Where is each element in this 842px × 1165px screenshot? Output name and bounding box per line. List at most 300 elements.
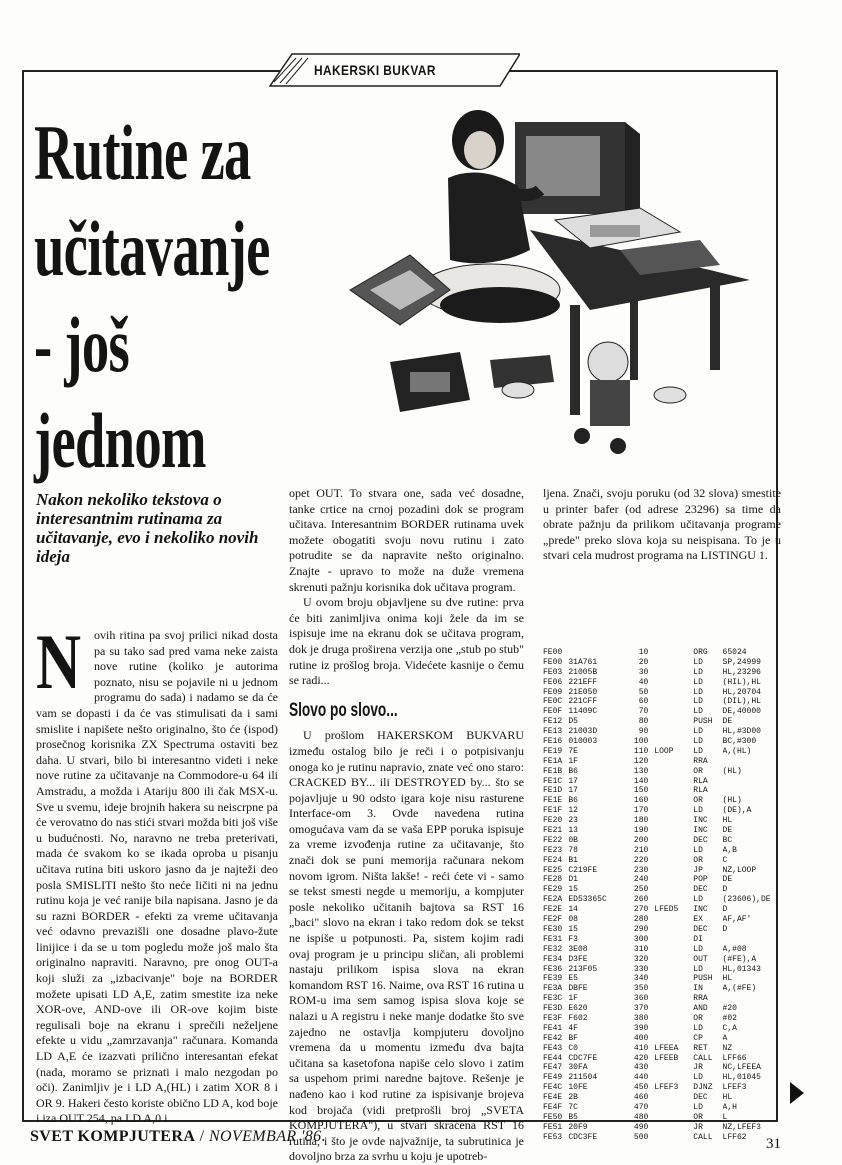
listing-row (543, 1063, 783, 1073)
listing-cell: 08 (568, 915, 578, 925)
listing-cell: OR (693, 855, 703, 865)
listing-cell: NZ,LFEF3 (722, 1122, 761, 1132)
listing-cell: 20 (638, 657, 649, 667)
listing-cell (654, 1133, 693, 1143)
listing-cell (654, 1024, 693, 1034)
listing-cell: 220 (633, 855, 649, 865)
listing-cell: FE21 (543, 826, 563, 836)
listing-cell: DJNZ (693, 1083, 713, 1093)
listing-row (543, 747, 783, 757)
listing-row (543, 846, 783, 856)
listing-cell: LD (693, 964, 703, 974)
listing-cell: HL,#3D00 (722, 727, 761, 737)
listing-cell: LD (693, 806, 703, 816)
listing-cell: HL (722, 816, 733, 826)
listing-cell: OR (693, 796, 703, 806)
listing-cell: C,A (722, 1023, 737, 1033)
listing-cell: D (722, 905, 728, 915)
listing-cell: 7E (568, 746, 578, 756)
listing-cell (654, 846, 693, 856)
listing-cell: C (722, 855, 728, 865)
listing-cell: 30 (638, 667, 649, 677)
listing-cell: FE1C (543, 776, 563, 786)
body-column-2 (289, 486, 524, 1165)
listing-cell: LFF62 (722, 1132, 747, 1142)
listing-cell: 210 (633, 845, 649, 855)
footer-magazine: SVET KOMPJUTERA (30, 1128, 196, 1145)
listing-cell: B6 (568, 766, 578, 776)
listing-cell: INC (693, 826, 708, 836)
listing-row (543, 935, 783, 945)
listing-cell: DE,40000 (722, 707, 761, 717)
listing-cell: A,(#FE) (722, 984, 757, 994)
listing-cell: E620 (568, 1004, 588, 1014)
listing-cell: D1 (568, 875, 578, 885)
listing-cell: 140 (633, 776, 649, 786)
listing-cell (654, 955, 693, 965)
listing-row (543, 965, 783, 975)
listing-cell (654, 836, 693, 846)
listing-cell: 260 (633, 895, 649, 905)
listing-cell: 230 (633, 865, 649, 875)
listing-cell: BF (568, 1033, 578, 1043)
continue-arrow-icon (790, 1082, 804, 1104)
listing-cell (723, 994, 783, 1004)
listing-cell: LOOP (654, 746, 674, 756)
listing-row (543, 925, 783, 935)
listing-cell (723, 777, 783, 787)
listing-cell: 20F9 (568, 1122, 588, 1132)
listing-cell: #02 (722, 1013, 737, 1023)
listing-cell: FE53 (543, 1132, 563, 1142)
listing-cell (654, 668, 693, 678)
listing-cell: FE32 (543, 944, 563, 954)
listing-cell (654, 658, 693, 668)
listing-cell: SP,24999 (722, 657, 761, 667)
listing-cell: (HL) (722, 796, 742, 806)
listing-cell: NC,LFEEA (722, 1063, 761, 1073)
listing-cell: 60 (638, 697, 649, 707)
listing-cell: (DIL),HL (722, 697, 761, 707)
listing-cell: FE34 (543, 954, 563, 964)
listing-cell: RLA (693, 776, 708, 786)
listing-cell: 380 (633, 1013, 649, 1023)
listing-cell: 130 (633, 766, 649, 776)
listing-cell: 500 (633, 1132, 649, 1142)
listing-cell: EX (693, 915, 703, 925)
listing-cell: LD (693, 697, 703, 707)
listing-cell: HL,23296 (722, 667, 761, 677)
listing-cell: OR (693, 1112, 703, 1122)
listing-row (543, 1093, 783, 1103)
listing-cell: LFEF3 (722, 1083, 747, 1093)
listing-cell: 420 (633, 1053, 649, 1063)
listing-cell: (DE),A (722, 806, 752, 816)
code-listing (543, 648, 783, 1143)
listing-cell: 30FA (568, 1063, 588, 1073)
article-lede: Nakon nekoliko tekstova o interesantnim rutinama za učitavanje, evo i nekoliko novih ideja (36, 490, 259, 566)
listing-cell: 15 (568, 885, 578, 895)
listing-cell: LD (693, 944, 703, 954)
listing-cell: 7C (568, 1102, 578, 1112)
listing-cell: 10 (638, 648, 649, 657)
listing-cell: 0B (568, 835, 578, 845)
listing-cell: LD (693, 687, 703, 697)
photo-child-at-computer (340, 100, 760, 470)
listing-cell: FE2E (543, 905, 563, 915)
listing-cell: FE47 (543, 1063, 563, 1073)
listing-cell: LD (693, 845, 703, 855)
listing-cell: FE4C (543, 1083, 563, 1093)
listing-cell: FE49 (543, 1073, 563, 1083)
listing-cell: LD (693, 737, 703, 747)
listing-cell: LD (693, 677, 703, 687)
listing-cell: FE19 (543, 746, 563, 756)
listing-row (543, 915, 783, 925)
listing-cell: B5 (568, 1112, 578, 1122)
listing-cell: FE16 (543, 737, 563, 747)
page-number: 31 (766, 1136, 781, 1152)
listing-cell: LD (693, 1023, 703, 1033)
listing-cell: FE0C (543, 697, 563, 707)
listing-cell: D5 (568, 717, 578, 727)
listing-row (543, 826, 783, 836)
listing-cell: 14 (568, 905, 578, 915)
listing-cell: C0 (568, 1043, 578, 1053)
listing-cell: CDC3FE (568, 1132, 598, 1142)
listing-cell (654, 984, 693, 994)
listing-cell: FE09 (543, 687, 563, 697)
footer-separator: / (195, 1128, 209, 1145)
listing-cell: RRA (693, 756, 708, 766)
listing-row (543, 678, 783, 688)
listing-cell: RLA (693, 786, 708, 796)
listing-cell: 21E050 (568, 687, 598, 697)
listing-row (543, 1103, 783, 1113)
listing-cell: 1F (568, 756, 578, 766)
listing-cell: B1 (568, 855, 578, 865)
title-line-2: učitavanje (34, 205, 270, 292)
listing-cell: 280 (633, 915, 649, 925)
listing-cell: 11409C (568, 707, 598, 717)
listing-row (543, 1054, 783, 1064)
listing-cell: LD (693, 727, 703, 737)
listing-cell: 80 (638, 717, 649, 727)
listing-cell: F3 (568, 934, 578, 944)
listing-cell (568, 648, 627, 658)
listing-row (543, 895, 783, 905)
listing-cell (654, 697, 693, 707)
listing-cell: #20 (722, 1004, 737, 1014)
listing-cell (654, 777, 693, 787)
listing-cell (654, 806, 693, 816)
listing-cell (654, 1004, 693, 1014)
listing-cell: 300 (633, 934, 649, 944)
listing-cell: RRA (693, 994, 708, 1004)
listing-row (543, 856, 783, 866)
listing-cell: 120 (633, 756, 649, 766)
listing-cell (654, 965, 693, 975)
listing-cell: FE39 (543, 974, 563, 984)
listing-row (543, 994, 783, 1004)
listing-cell: 12 (568, 806, 578, 816)
footer (30, 1128, 326, 1146)
listing-row (543, 1133, 783, 1143)
listing-cell: F602 (568, 1013, 588, 1023)
listing-cell: FE1E (543, 796, 563, 806)
listing-cell: FE29 (543, 885, 563, 895)
listing-cell: NZ,LOOP (722, 865, 757, 875)
listing-cell (654, 737, 693, 747)
listing-cell: 310 (633, 944, 649, 954)
listing-cell: LD (693, 895, 703, 905)
listing-cell (654, 945, 693, 955)
listing-cell: FE13 (543, 727, 563, 737)
listing-cell (654, 648, 693, 658)
listing-cell: ED53365C (568, 895, 607, 905)
listing-row (543, 1014, 783, 1024)
listing-cell: FE51 (543, 1122, 563, 1132)
listing-cell: 110 (633, 746, 649, 756)
listing-cell (654, 826, 693, 836)
listing-row (543, 866, 783, 876)
listing-row (543, 1004, 783, 1014)
listing-cell (654, 688, 693, 698)
listing-cell: FE1A (543, 756, 563, 766)
listing-cell: OUT (693, 954, 708, 964)
listing-cell: FE31 (543, 934, 563, 944)
listing-cell: 170 (633, 806, 649, 816)
listing-cell: DI (693, 934, 703, 944)
listing-cell: 23 (568, 816, 578, 826)
listing-cell: 15 (568, 924, 578, 934)
listing-cell: E5 (568, 974, 578, 984)
listing-cell: FE1D (543, 786, 563, 796)
listing-cell: FE4E (543, 1093, 563, 1103)
listing-cell: LD (693, 707, 703, 717)
listing-cell: FE00 (543, 648, 563, 657)
listing-cell: CALL (693, 1132, 713, 1142)
listing-cell: 100 (633, 737, 649, 747)
col2-paragraph-3: U prošlom HAKERSKOM BUKVARU između ostalog bilo je reči i o potpisivanju onoga ko je rutinu napravio, znate već ono staro: CRACKED BY... ili DESTROYED by... što se pojavljuje u 90 odsto igara koje nisu rasturene Interface-om 3. Ovde navedena rutina omogućava vam da se vaša EPP poruka ispisuje za vreme izvođenja rutine za učitavanje, što znači dok se puni memorija računara nekom novom igrom. Ništa lakše! - reći ćete vi - samo se tekst smesti negde u memoriju, a kompjuter posle nekoliko učitanih bajtova sa RST 16 „baci" slovo na ekran i tako redom dok se tekst ne ispiše u potpunosti. Pa, sistem kojim radi ovaj program je u principu sličan, ali problemi nastaju prilikom ispisa slova na ekran komandom RST 16. Naime, ova RST 16 rutina u ROM-u ima sem samog ispisa slova koje se nalazi u A registru i neke manje dodatke što sve zajedno ne ostavlja kompjuteru dovoljno vremena da u momentu između dva bajta učitana sa kasetofona napiše celo slovo i zatim sa uspehom primi naredne bajtove. Rešenje je nađeno kao i kod rutine za ispisivanje brojeva kod brojača (vidi pretprošli broj „SVETA KOMPJUTERA"), u stvari skraćena RST 16 rutina, i što je ovde najvažnije, ta subrutinica je dovoljno brza za svrhu u koju je upotreb- (289, 728, 524, 1164)
listing-cell (654, 1113, 693, 1123)
listing-cell: DE (722, 826, 733, 836)
listing-cell (654, 678, 693, 688)
listing-cell (654, 994, 693, 1004)
body-column-3 (543, 486, 781, 564)
listing-cell: DEC (693, 1093, 708, 1103)
listing-cell: FE20 (543, 816, 563, 826)
listing-row (543, 727, 783, 737)
listing-cell: 410 (633, 1043, 649, 1053)
listing-cell: 78 (568, 845, 578, 855)
listing-row (543, 984, 783, 994)
listing-cell: 31A761 (568, 657, 598, 667)
listing-cell (654, 786, 693, 796)
listing-cell: 430 (633, 1063, 649, 1073)
listing-cell: LFEF3 (654, 1083, 679, 1093)
listing-cell: LD (693, 1102, 703, 1112)
listing-cell (654, 856, 693, 866)
listing-cell: (HL) (722, 766, 742, 776)
listing-cell: 70 (638, 707, 649, 717)
listing-cell: PUSH (693, 717, 713, 727)
listing-cell (654, 727, 693, 737)
listing-cell: FE3A (543, 984, 563, 994)
listing-cell: 480 (633, 1112, 649, 1122)
listing-cell (654, 1063, 693, 1073)
listing-row (543, 707, 783, 717)
listing-cell: A,#08 (722, 944, 747, 954)
listing-cell: FE50 (543, 1112, 563, 1122)
listing-cell: A (722, 1033, 728, 1043)
listing-row (543, 767, 783, 777)
listing-cell: HL (722, 1093, 733, 1103)
listing-cell (654, 767, 693, 777)
subhead: Slovo po slovo... (289, 699, 398, 721)
listing-cell: 240 (633, 875, 649, 885)
listing-cell: 40 (638, 677, 649, 687)
listing-row (543, 688, 783, 698)
listing-cell: (#FE),A (722, 954, 757, 964)
listing-cell (723, 786, 783, 796)
listing-row (543, 875, 783, 885)
listing-cell: BC (722, 835, 733, 845)
listing-cell: 213F05 (568, 964, 598, 974)
listing-cell: A,(HL) (722, 746, 752, 756)
listing-cell: 221EFF (568, 677, 598, 687)
listing-cell: LD (693, 746, 703, 756)
listing-cell: 010003 (568, 737, 598, 747)
title-line-1: Rutine za (34, 109, 251, 196)
article-title (34, 105, 272, 489)
title-line-3: - još jednom (34, 301, 206, 484)
listing-row (543, 1083, 783, 1093)
listing-cell: 10FE (568, 1083, 588, 1093)
listing-row (543, 974, 783, 984)
listing-cell: C219FE (568, 865, 598, 875)
listing-cell: 200 (633, 835, 649, 845)
listing-row (543, 1034, 783, 1044)
listing-cell (723, 935, 783, 945)
listing-cell: FE36 (543, 964, 563, 974)
listing-cell: 17 (568, 776, 578, 786)
col2-paragraph-1: opet OUT. To stvara one, sada već dosadne, tanke crtice na crnoj pozadini dok se program učitava. Interesantnim BORDER rutinama uvek možete obogatiti svoju novu rutinu i zato potrudite se da napravite nešto originalno. Znajte - upravo to može na duže vremena skrenuti pažnju korisnika dok učitava program. (289, 486, 524, 594)
listing-cell: RET (693, 1043, 708, 1053)
listing-cell (654, 875, 693, 885)
listing-cell: FE2F (543, 915, 563, 925)
listing-cell: 90 (638, 727, 649, 737)
listing-cell: 450 (633, 1083, 649, 1093)
listing-cell: DBFE (568, 984, 588, 994)
listing-row (543, 648, 783, 658)
listing-cell: FE23 (543, 845, 563, 855)
listing-cell: 3E08 (568, 944, 588, 954)
listing-cell: 490 (633, 1122, 649, 1132)
listing-cell: 290 (633, 924, 649, 934)
col3-paragraph: ljena. Znači, svoju poruku (od 32 slova) smestite u printer bafer (od adrese 23296) sa time da obrate pažnju da prilikom učitavanja programe „prede" preko slova koja su neispisana. To je u stvari cela mudrost programa na LISTINGU 1. (543, 486, 781, 563)
listing-cell: FE00 (543, 657, 563, 667)
listing-cell: D (722, 924, 728, 934)
listing-cell: FE42 (543, 1033, 563, 1043)
listing-cell: 330 (633, 964, 649, 974)
dropcap: N (36, 618, 82, 705)
listing-row (543, 1113, 783, 1123)
listing-cell: 350 (633, 984, 649, 994)
listing-cell: 320 (633, 954, 649, 964)
listing-cell: 360 (633, 994, 649, 1004)
listing-cell: DEC (693, 885, 708, 895)
listing-cell: LFED5 (654, 905, 679, 915)
listing-row (543, 1123, 783, 1133)
listing-row (543, 796, 783, 806)
listing-cell: FE44 (543, 1053, 563, 1063)
listing-cell (654, 866, 693, 876)
listing-cell: 370 (633, 1004, 649, 1014)
listing-cell: LFEEA (654, 1043, 679, 1053)
listing-cell: FE43 (543, 1043, 563, 1053)
listing-cell: DEC (693, 924, 708, 934)
listing-cell: OR (693, 1013, 703, 1023)
section-label: HAKERSKI BUKVAR (314, 62, 436, 78)
listing-cell: 21003D (568, 727, 598, 737)
listing-cell (654, 707, 693, 717)
listing-cell (654, 757, 693, 767)
listing-cell: FE41 (543, 1023, 563, 1033)
body-column-1 (36, 618, 278, 1127)
listing-row (543, 955, 783, 965)
listing-row (543, 777, 783, 787)
section-tab (268, 52, 520, 88)
listing-cell: HL,01343 (722, 964, 761, 974)
listing-row (543, 737, 783, 747)
listing-cell (654, 1093, 693, 1103)
listing-cell: 270 (633, 905, 649, 915)
listing-cell: JR (693, 1122, 703, 1132)
listing-cell (654, 915, 693, 925)
listing-row (543, 905, 783, 915)
listing-cell: 211504 (568, 1073, 598, 1083)
listing-cell (654, 925, 693, 935)
listing-cell: FE22 (543, 835, 563, 845)
listing-cell: HL (722, 974, 733, 984)
listing-cell: FE12 (543, 717, 563, 727)
listing-cell: 440 (633, 1073, 649, 1083)
listing-cell: 65024 (722, 648, 747, 657)
listing-cell: BC,#300 (722, 737, 757, 747)
listing-cell: 17 (568, 786, 578, 796)
listing-cell: INC (693, 905, 708, 915)
listing-cell: FE2A (543, 895, 563, 905)
listing-cell: FE24 (543, 855, 563, 865)
listing-row (543, 885, 783, 895)
listing-cell: 13 (568, 826, 578, 836)
listing-cell: DEC (693, 835, 708, 845)
listing-cell: FE3C (543, 994, 563, 1004)
listing-row (543, 757, 783, 767)
listing-cell (654, 1103, 693, 1113)
listing-cell (654, 796, 693, 806)
listing-cell: 460 (633, 1093, 649, 1103)
listing-cell: LFF66 (722, 1053, 747, 1063)
listing-cell: AF,AF' (722, 915, 752, 925)
listing-cell: FE25 (543, 865, 563, 875)
listing-cell (654, 974, 693, 984)
listing-row (543, 816, 783, 826)
listing-cell: IN (693, 984, 703, 994)
listing-cell: 221CFF (568, 697, 598, 707)
listing-cell: FE0F (543, 707, 563, 717)
